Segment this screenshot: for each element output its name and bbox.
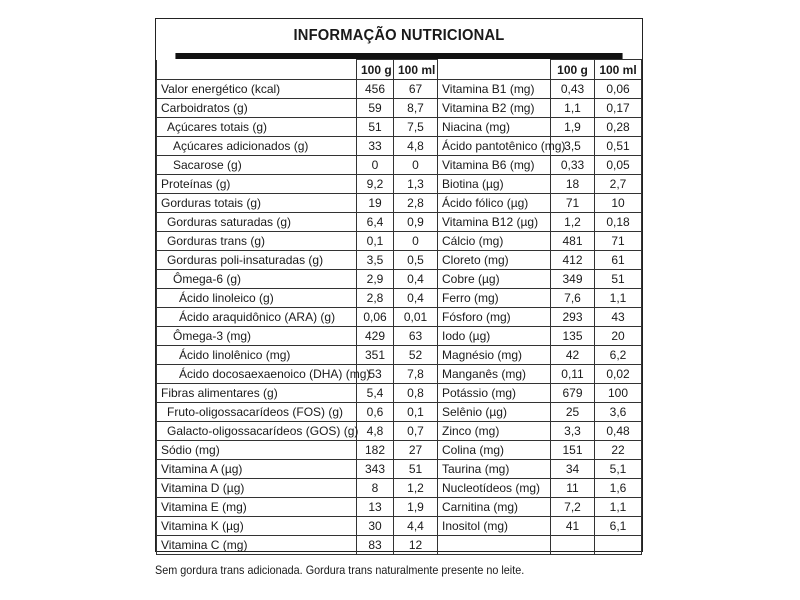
header-100ml-right: 100 ml: [595, 60, 642, 80]
value-100ml: 5,1: [595, 460, 642, 479]
value-100g: 4,8: [357, 422, 394, 441]
value-100g: 0,6: [357, 403, 394, 422]
nutrient-name: Ácido docosaexaenoico (DHA) (mg): [157, 365, 357, 384]
nutrient-name: Ferro (mg): [438, 289, 551, 308]
nutrient-name: Selênio (µg): [438, 403, 551, 422]
value-100ml: 0,7: [394, 422, 438, 441]
nutrient-name: Sódio (mg): [157, 441, 357, 460]
nutrient-name: Açúcares totais (g): [157, 118, 357, 137]
nutrient-name: Ácido pantotênico (mg): [438, 137, 551, 156]
value-100g: 59: [357, 99, 394, 118]
value-100ml: 4,8: [394, 137, 438, 156]
value-100g: 182: [357, 441, 394, 460]
value-100g: 5,4: [357, 384, 394, 403]
nutrient-name: Vitamina D (µg): [157, 479, 357, 498]
value-100ml: 100: [595, 384, 642, 403]
value-100ml: 3,6: [595, 403, 642, 422]
value-100ml: 0,9: [394, 213, 438, 232]
value-100g: 42: [551, 346, 595, 365]
table-row: [157, 384, 642, 403]
header-100ml-left: 100 ml: [394, 60, 438, 80]
value-100g: 429: [357, 327, 394, 346]
table-row: [157, 479, 642, 498]
table-row: [157, 498, 642, 517]
value-100g: 18: [551, 175, 595, 194]
value-100ml: 0,8: [394, 384, 438, 403]
table-row: [157, 251, 642, 270]
value-100g: 0,43: [551, 80, 595, 99]
value-100ml: 0,18: [595, 213, 642, 232]
nutrient-name: Vitamina C (mg): [157, 536, 357, 555]
nutrient-name: Proteínas (g): [157, 175, 357, 194]
value-100g: 3,5: [357, 251, 394, 270]
header-row: [157, 60, 642, 80]
nutrient-name: Ômega-3 (mg): [157, 327, 357, 346]
nutrient-name: Cloreto (mg): [438, 251, 551, 270]
nutrient-name: Magnésio (mg): [438, 346, 551, 365]
table-row: [157, 517, 642, 536]
table-row: [157, 536, 642, 555]
value-100g: 151: [551, 441, 595, 460]
value-100ml: 0: [394, 232, 438, 251]
value-100g: 0: [357, 156, 394, 175]
value-100g: 2,9: [357, 270, 394, 289]
nutrient-name: Colina (mg): [438, 441, 551, 460]
value-100ml: 0,17: [595, 99, 642, 118]
value-100ml: 10: [595, 194, 642, 213]
footnote: Sem gordura trans adicionada. Gordura trans naturalmente presente no leite.: [155, 563, 525, 577]
value-100ml: 27: [394, 441, 438, 460]
value-100ml: 1,1: [595, 498, 642, 517]
value-100g: 9,2: [357, 175, 394, 194]
table-row: [157, 403, 642, 422]
nutrient-name: Vitamina E (mg): [157, 498, 357, 517]
nutrient-name: Vitamina B12 (µg): [438, 213, 551, 232]
value-100ml: 51: [595, 270, 642, 289]
table-row: [157, 156, 642, 175]
table-row: [157, 308, 642, 327]
table-row: [157, 270, 642, 289]
value-100g: 0,11: [551, 365, 595, 384]
value-100g: 1,9: [551, 118, 595, 137]
value-100g: 3,3: [551, 422, 595, 441]
nutrient-name: Fibras alimentares (g): [157, 384, 357, 403]
nutrient-name: Cobre (µg): [438, 270, 551, 289]
table-row: [157, 175, 642, 194]
nutrient-name: Valor energético (kcal): [157, 80, 357, 99]
value-100g: 293: [551, 308, 595, 327]
value-100g: 0,06: [357, 308, 394, 327]
value-100ml: 1,9: [394, 498, 438, 517]
value-100ml: 4,4: [394, 517, 438, 536]
nutrient-name: Gorduras totais (g): [157, 194, 357, 213]
value-100ml: 52: [394, 346, 438, 365]
value-100ml: 6,1: [595, 517, 642, 536]
value-100g: 412: [551, 251, 595, 270]
value-100ml: 1,2: [394, 479, 438, 498]
nutrient-name: Galacto-oligossacarídeos (GOS) (g): [157, 422, 357, 441]
value-100g: [551, 536, 595, 555]
nutrient-name: Ácido fólico (µg): [438, 194, 551, 213]
value-100g: 8: [357, 479, 394, 498]
nutrient-name: Gorduras trans (g): [157, 232, 357, 251]
value-100g: 1,2: [551, 213, 595, 232]
value-100ml: 0,02: [595, 365, 642, 384]
value-100g: 135: [551, 327, 595, 346]
nutrient-name: Açúcares adicionados (g): [157, 137, 357, 156]
nutrient-name: Sacarose (g): [157, 156, 357, 175]
value-100g: 51: [357, 118, 394, 137]
value-100ml: 0,51: [595, 137, 642, 156]
table-row: [157, 118, 642, 137]
table-row: [157, 422, 642, 441]
value-100ml: 0,1: [394, 403, 438, 422]
value-100ml: 51: [394, 460, 438, 479]
nutrient-name: Potássio (mg): [438, 384, 551, 403]
nutrient-name: Vitamina A (µg): [157, 460, 357, 479]
value-100ml: 0,48: [595, 422, 642, 441]
value-100ml: 0,01: [394, 308, 438, 327]
nutrition-table: [156, 59, 642, 555]
value-100g: 3,5: [551, 137, 595, 156]
nutrient-name: Carboidratos (g): [157, 99, 357, 118]
nutrient-name: Manganês (mg): [438, 365, 551, 384]
value-100ml: 0,05: [595, 156, 642, 175]
value-100ml: 43: [595, 308, 642, 327]
nutrient-name: Iodo (µg): [438, 327, 551, 346]
value-100g: 41: [551, 517, 595, 536]
nutrient-name: Cálcio (mg): [438, 232, 551, 251]
value-100g: 7,6: [551, 289, 595, 308]
table-row: [157, 99, 642, 118]
value-100ml: 67: [394, 80, 438, 99]
value-100ml: 7,8: [394, 365, 438, 384]
value-100g: 456: [357, 80, 394, 99]
nutrient-name: Vitamina B1 (mg): [438, 80, 551, 99]
value-100ml: 12: [394, 536, 438, 555]
table-row: [157, 80, 642, 99]
value-100ml: 6,2: [595, 346, 642, 365]
value-100g: 1,1: [551, 99, 595, 118]
value-100ml: 1,6: [595, 479, 642, 498]
value-100g: 0,1: [357, 232, 394, 251]
value-100ml: 71: [595, 232, 642, 251]
value-100ml: 0,5: [394, 251, 438, 270]
value-100g: 6,4: [357, 213, 394, 232]
table-row: [157, 365, 642, 384]
value-100g: 2,8: [357, 289, 394, 308]
value-100g: 349: [551, 270, 595, 289]
table-row: [157, 137, 642, 156]
value-100g: 19: [357, 194, 394, 213]
table-row: [157, 289, 642, 308]
nutrition-facts-panel: [155, 18, 643, 552]
value-100g: 13: [357, 498, 394, 517]
nutrient-name: Ácido linoleico (g): [157, 289, 357, 308]
value-100ml: 0,06: [595, 80, 642, 99]
nutrient-name: Taurina (mg): [438, 460, 551, 479]
value-100ml: 61: [595, 251, 642, 270]
nutrient-name: Gorduras poli-insaturadas (g): [157, 251, 357, 270]
nutrient-name: Vitamina K (µg): [157, 517, 357, 536]
nutrient-name: [438, 536, 551, 555]
table-row: [157, 346, 642, 365]
nutrient-name: Zinco (mg): [438, 422, 551, 441]
table-row: [157, 232, 642, 251]
nutrient-name: Ácido linolênico (mg): [157, 346, 357, 365]
nutrient-name: Ácido araquidônico (ARA) (g): [157, 308, 357, 327]
value-100ml: 1,1: [595, 289, 642, 308]
header-100g-right: 100 g: [551, 60, 595, 80]
value-100g: 7,2: [551, 498, 595, 517]
value-100g: 83: [357, 536, 394, 555]
value-100g: 11: [551, 479, 595, 498]
nutrient-name: Carnitina (mg): [438, 498, 551, 517]
table-row: [157, 194, 642, 213]
nutrient-name: Gorduras saturadas (g): [157, 213, 357, 232]
value-100ml: 0,28: [595, 118, 642, 137]
nutrient-name: Vitamina B2 (mg): [438, 99, 551, 118]
value-100g: 0,33: [551, 156, 595, 175]
table-row: [157, 460, 642, 479]
value-100ml: 1,3: [394, 175, 438, 194]
nutrient-name: Niacina (mg): [438, 118, 551, 137]
value-100ml: 2,8: [394, 194, 438, 213]
value-100ml: 7,5: [394, 118, 438, 137]
value-100ml: [595, 536, 642, 555]
nutrient-name: Inositol (mg): [438, 517, 551, 536]
nutrient-name: Ômega-6 (g): [157, 270, 357, 289]
value-100g: 33: [357, 137, 394, 156]
value-100ml: 63: [394, 327, 438, 346]
table-row: [157, 327, 642, 346]
value-100ml: 2,7: [595, 175, 642, 194]
table-row: [157, 213, 642, 232]
value-100g: 481: [551, 232, 595, 251]
value-100g: 351: [357, 346, 394, 365]
value-100ml: 20: [595, 327, 642, 346]
value-100ml: 0,4: [394, 289, 438, 308]
header-100g-left: 100 g: [357, 60, 394, 80]
table-row: [157, 441, 642, 460]
value-100g: 53: [357, 365, 394, 384]
value-100ml: 22: [595, 441, 642, 460]
nutrient-name: Nucleotídeos (mg): [438, 479, 551, 498]
panel-title: INFORMAÇÃO NUTRICIONAL: [175, 19, 622, 59]
value-100g: 343: [357, 460, 394, 479]
nutrient-name: Vitamina B6 (mg): [438, 156, 551, 175]
value-100g: 71: [551, 194, 595, 213]
value-100g: 679: [551, 384, 595, 403]
value-100ml: 8,7: [394, 99, 438, 118]
value-100g: 25: [551, 403, 595, 422]
value-100g: 30: [357, 517, 394, 536]
value-100ml: 0: [394, 156, 438, 175]
value-100ml: 0,4: [394, 270, 438, 289]
value-100g: 34: [551, 460, 595, 479]
nutrient-name: Biotina (µg): [438, 175, 551, 194]
nutrient-name: Fruto-oligossacarídeos (FOS) (g): [157, 403, 357, 422]
nutrient-name: Fósforo (mg): [438, 308, 551, 327]
